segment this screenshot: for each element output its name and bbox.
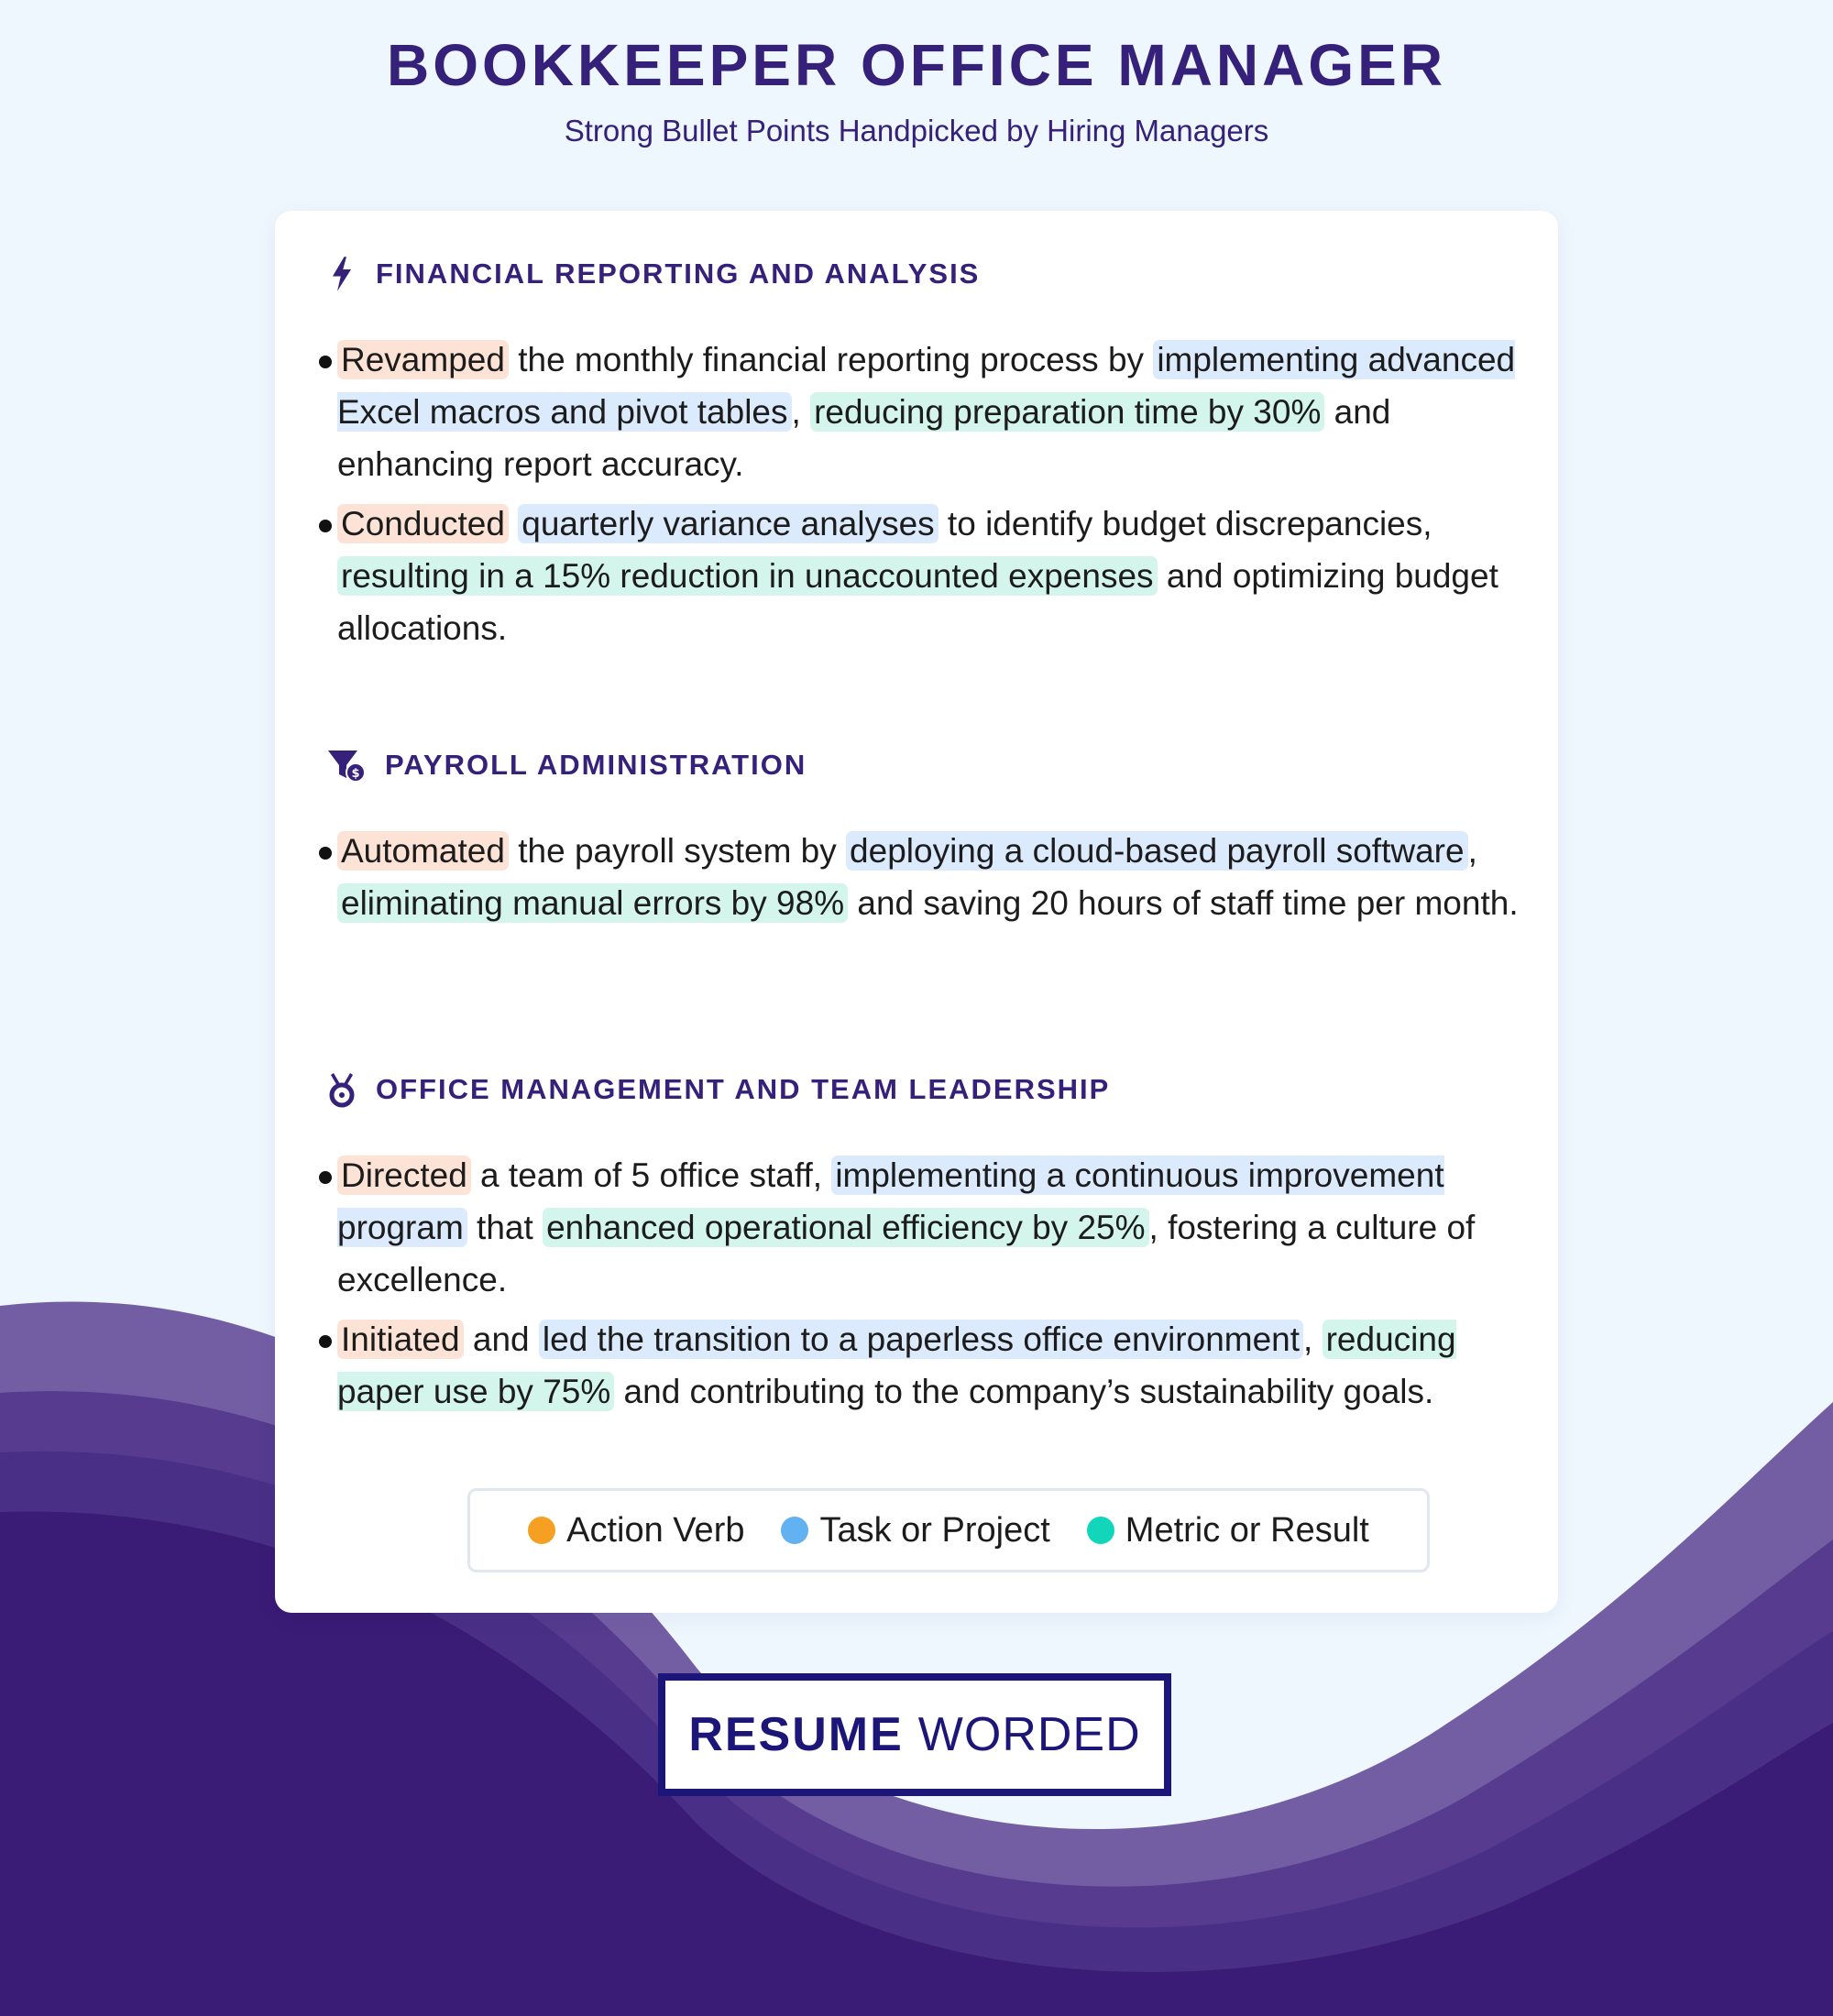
task-highlight: led the transition to a paperless office environment [539, 1320, 1303, 1359]
metric-highlight: reducing paper use by 75% [337, 1320, 1456, 1410]
bullet-item [337, 1149, 1538, 1306]
legend-label: Metric or Result [1125, 1510, 1369, 1550]
action-verb-highlight: Revamped [337, 340, 509, 379]
bullet-text [337, 1149, 1538, 1306]
bullet-text [337, 1313, 1538, 1418]
plain-text: and optimizing budget allocations. [337, 557, 1498, 647]
bullet-list [337, 825, 1538, 937]
section-header [326, 742, 807, 788]
medal-icon [326, 1071, 357, 1108]
plain-text: the payroll system by [508, 832, 847, 870]
page-subtitle: Strong Bullet Points Handpicked by Hiring Managers [564, 114, 1269, 148]
lightning-bolt-icon [326, 256, 357, 292]
metric-highlight: eliminating manual errors by 98% [337, 883, 848, 923]
bullet-list [337, 334, 1538, 662]
bullet-dot [319, 1335, 332, 1348]
legend-item-task [781, 1511, 1049, 1550]
plain-text: that [466, 1209, 543, 1246]
legend-label: Task or Project [819, 1510, 1050, 1550]
plain-text: and saving 20 hours of staff time per month. [848, 884, 1519, 922]
bullet-text [337, 498, 1538, 654]
logo-light-text: WORDED [917, 1708, 1141, 1761]
bullet-item [337, 498, 1538, 654]
metric-highlight: enhanced operational efficiency by 25% [543, 1208, 1148, 1247]
svg-text:$: $ [351, 767, 360, 781]
logo-bold-text: RESUME [688, 1708, 904, 1761]
bullet-dot [319, 520, 332, 532]
task-highlight: implementing a continuous improvement program [337, 1156, 1444, 1246]
plain-text: to identify budget discrepancies, [938, 505, 1432, 542]
plain-text: , fostering a culture of excellence. [337, 1209, 1476, 1298]
bullet-item [337, 1313, 1538, 1418]
plain-text: , [791, 393, 811, 431]
highlight-legend [467, 1488, 1430, 1572]
section-header [326, 251, 980, 297]
funnel-dollar-icon [326, 747, 367, 783]
teal-dot-icon [1087, 1517, 1114, 1544]
blue-dot-icon [781, 1517, 808, 1544]
page-title: BOOKKEEPER OFFICE MANAGER [386, 32, 1447, 98]
bullet-dot [319, 1171, 332, 1184]
plain-text: , [1303, 1320, 1323, 1358]
legend-label: Action Verb [566, 1510, 745, 1550]
orange-dot-icon [528, 1517, 555, 1544]
action-verb-highlight: Directed [337, 1156, 471, 1195]
section-title: PAYROLL ADMINISTRATION [385, 749, 807, 781]
task-highlight: quarterly variance analyses [518, 504, 938, 543]
resume-worded-logo[interactable] [658, 1673, 1171, 1796]
bullet-text [337, 825, 1538, 929]
plain-text: a team of 5 office staff, [470, 1156, 832, 1194]
plain-text: and [463, 1320, 539, 1358]
plain-text [509, 505, 518, 542]
action-verb-highlight: Initiated [337, 1320, 464, 1359]
legend-item-metric [1087, 1511, 1369, 1550]
legend-item-action-verb [528, 1511, 744, 1550]
bullet-dot [319, 356, 332, 368]
plain-text: and enhancing report accuracy. [337, 393, 1391, 483]
section-title: OFFICE MANAGEMENT AND TEAM LEADERSHIP [376, 1073, 1111, 1105]
bullet-item [337, 825, 1538, 929]
metric-highlight: reducing preparation time by 30% [810, 392, 1324, 432]
bullet-item [337, 334, 1538, 490]
plain-text: and contributing to the company’s sustainability goals. [614, 1373, 1434, 1410]
bullet-points-card [275, 211, 1558, 1613]
action-verb-highlight: Automated [337, 831, 509, 871]
plain-text: the monthly financial reporting process by [508, 341, 1154, 378]
section-header [326, 1067, 1110, 1112]
bullet-dot [319, 847, 332, 860]
section-title: FINANCIAL REPORTING AND ANALYSIS [376, 257, 981, 290]
bullet-list [337, 1149, 1538, 1425]
bullet-text [337, 334, 1538, 490]
action-verb-highlight: Conducted [337, 504, 509, 543]
task-highlight: deploying a cloud-based payroll software [846, 831, 1468, 871]
plain-text: , [1467, 832, 1477, 870]
metric-highlight: resulting in a 15% reduction in unaccounted expenses [337, 556, 1158, 596]
task-highlight: implementing advanced Excel macros and pivot tables [337, 341, 1516, 431]
